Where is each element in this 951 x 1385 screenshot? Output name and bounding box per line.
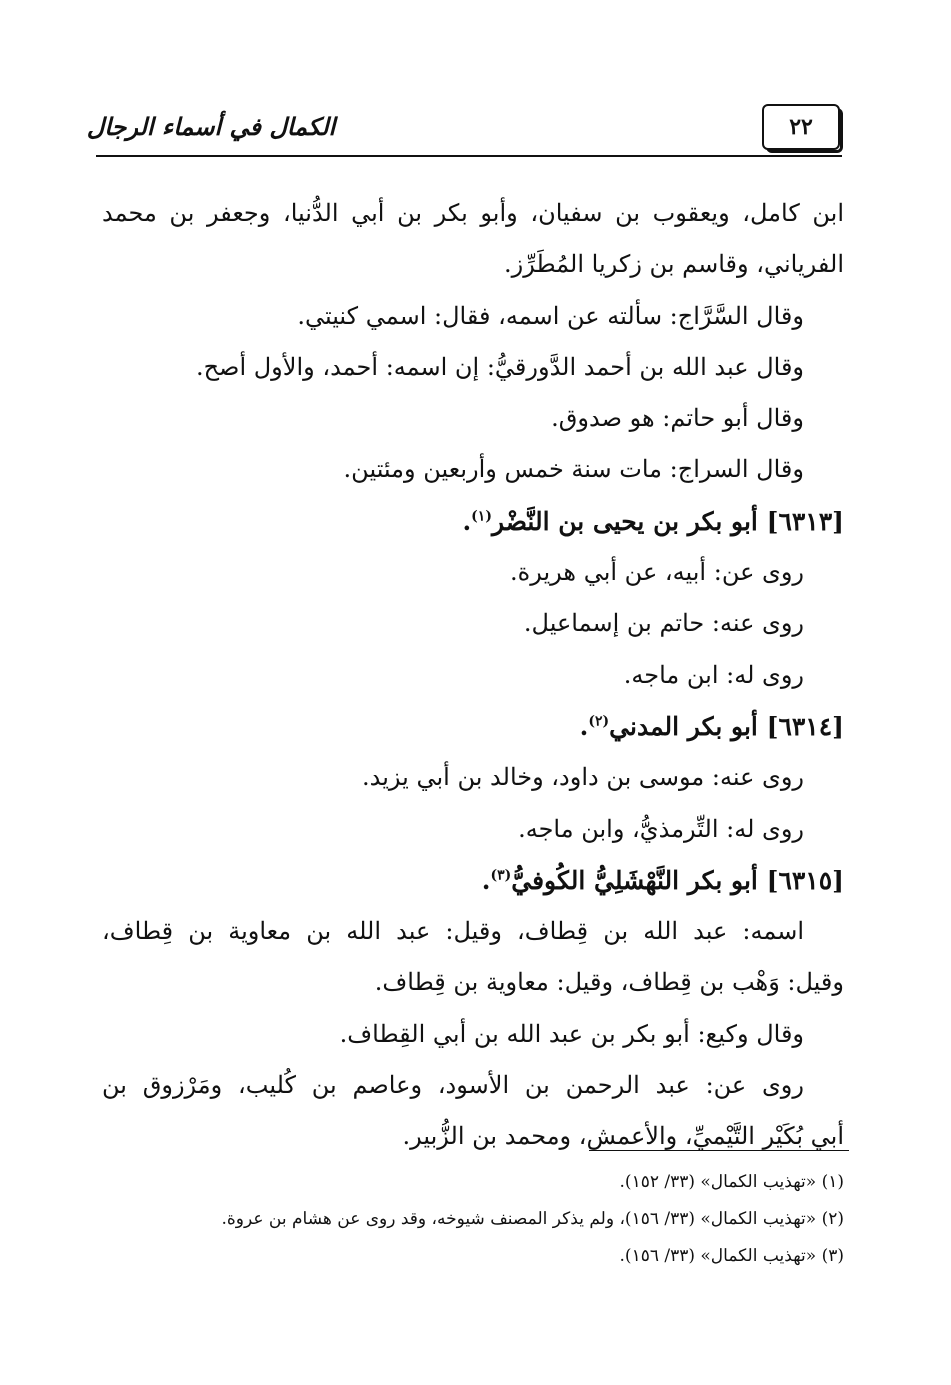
- entry-heading: [٦٣١٤] أبو بكر المدني$^{(٢)}$.: [579, 711, 844, 741]
- footnotes: [102, 1164, 844, 1275]
- text-line: ابن كامل، ويعقوب بن سفيان، وأبو بكر بن أبي الدُّنيا، وجعفر بن محمد: [102, 199, 844, 227]
- text-line: روى عن: أبيه، عن أبي هريرة.: [510, 558, 804, 587]
- text-line: أبي بُكَيْر التَّيْميِّ، والأعمش، ومحمد بن الزُّبير.: [402, 1122, 844, 1151]
- footnote: (٢) «تهذيب الكمال» (٣٣/ ١٥٦)، ولم يذكر المصنف شيوخه، وقد روى عن هشام بن عروة.: [221, 1209, 844, 1229]
- text-line: روى له: التِّرمذيُّ، وابن ماجه.: [518, 814, 804, 843]
- text-line: روى عن: عبد الرحمن بن الأسود، وعاصم بن كُليب، ومَرْزوق بن: [102, 1071, 804, 1100]
- footnote-ref: (٢): [588, 713, 610, 730]
- footnote: (٣) «تهذيب الكمال» (٣٣/ ١٥٦).: [619, 1246, 844, 1266]
- text-line: الفرياني، وقاسم بن زكريا المُطَرِّز.: [504, 250, 844, 279]
- page-number: ٢٢: [762, 104, 840, 150]
- book-title: الكمال في أسماء الرجال: [86, 111, 336, 141]
- text-line: وقال السَّرَّاج: سألته عن اسمه، فقال: اسمي كنيتي.: [297, 301, 804, 330]
- entry-number: [٦٣١٥]: [766, 865, 844, 895]
- entry-number: [٦٣١٣]: [766, 506, 844, 536]
- entry-name: أبو بكر المدني: [609, 711, 758, 741]
- entry-number: [٦٣١٤]: [766, 711, 844, 741]
- text-line: وقال السراج: مات سنة خمس وأربعين ومئتين.: [343, 455, 804, 484]
- main-text: [102, 188, 844, 1163]
- footnote-ref: (١): [471, 508, 492, 525]
- entry-heading: [٦٣١٣] أبو بكر بن يحيى بن النَّضْر$^{(١)}$.: [462, 506, 844, 536]
- entry-name: أبو بكر بن يحيى بن النَّضْر: [491, 506, 758, 536]
- text-line: روى عنه: حاتم بن إسماعيل.: [523, 609, 804, 638]
- text-line: روى عنه: موسى بن داود، وخالد بن أبي يزيد.: [362, 763, 804, 792]
- page-header: [86, 100, 842, 156]
- text-line: وقال وكيع: أبو بكر بن عبد الله بن أبي القِطاف.: [339, 1019, 804, 1048]
- text-line: اسمه: عبد الله بن قِطاف، وقيل: عبد الله بن معاوية بن قِطاف،: [102, 917, 805, 946]
- entry-heading: [٦٣١٥] أبو بكر النَّهْشَلِيُّ الكُوفيُّ$^{(٣)}$.: [481, 865, 844, 895]
- text-line: وقال عبد الله بن أحمد الدَّورقيُّ: إن اسمه: أحمد، والأول أصح.: [195, 352, 804, 381]
- header-rule: [96, 155, 842, 157]
- footnote-ref: (٣): [490, 867, 512, 884]
- entry-name: أبو بكر النَّهْشَلِيُّ الكُوفيُّ: [511, 865, 758, 895]
- text-line: وقال أبو حاتم: هو صدوق.: [551, 404, 804, 433]
- text-line: وقيل: وَهْب بن قِطاف، وقيل: معاوية بن قِطاف.: [374, 968, 844, 997]
- footnote: (١) «تهذيب الكمال» (٣٣/ ١٥٢).: [619, 1172, 844, 1192]
- footnote-rule: [589, 1150, 849, 1151]
- text-line: روى له: ابن ماجه.: [623, 660, 804, 689]
